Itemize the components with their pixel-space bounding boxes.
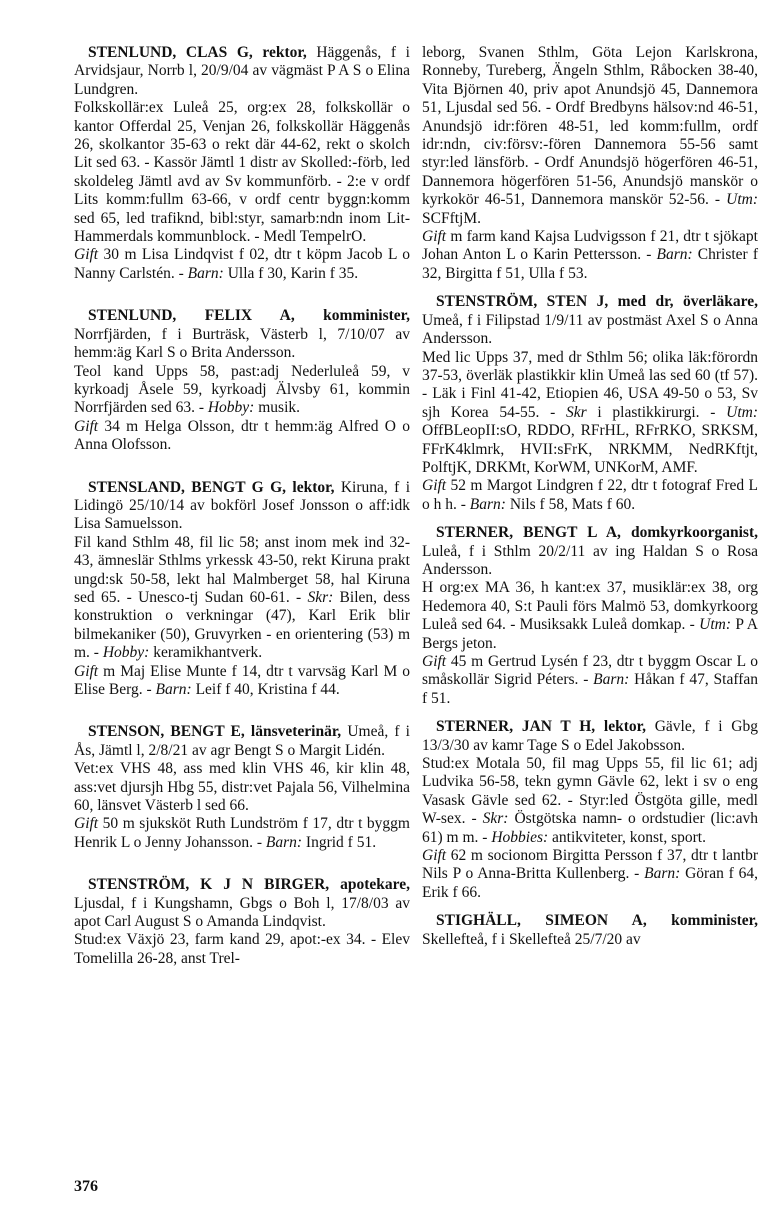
entry-paragraph: Fil kand Sthlm 48, fil lic 58; anst inom mek ind 32-43, ämneslär Sthlms yrkessk 43-50, rekt Kiruna prakt ungd:sk 50-58, lekt hal Malmberget 58, hal Kiruna sed 65. - Unesco-tj Sudan 60-61. - Skr: Bilen, dess konstruktion o verkningar (47), Karl Erik blir bilmekaniker (50), Gruvyrken - en orientering (53) m m. - Hobby: keramikhantverk.: [74, 533, 410, 662]
biography-entry: [422, 912, 758, 949]
biography-entry-continued: [422, 44, 758, 283]
biography-entry: [422, 293, 758, 514]
entry-name: STERNER, JAN T H, lektor,: [436, 718, 646, 736]
entry-name: STENSTRÖM, STEN J, med dr, överläkare,: [436, 293, 758, 311]
entry-heading: STENSON, BENGT E, länsveterinär, Umeå, f i Ås, Jämtl l, 2/8/21 av agr Bengt S o Margit Lidén.: [74, 723, 410, 759]
entry-paragraph: Stud:ex Motala 50, fil mag Upps 55, fil lic 61; adj Ludvika 56-58, tekn gymn Gävle 62, lekt i sv o eng Vasask Gävle sed 62. - Styr:led Östgöta gille, medl W-sex. - Skr: Östgötska namn- o ordstudier (lic:avh 61) m m. - Hobbies: antikviteter, konst, sport.: [422, 755, 758, 846]
entry-paragraph: Med lic Upps 37, med dr Sthlm 56; olika läk:förordn 37-53, överläk plastikkir klin Umeå las sed 60 (tf 57). - Läk i Finl 41-42, Etiopien 46, USA 49-50 o 53, Sv sjh Korea 54-55. - Skr i plastikkirurgi. - Utm: OffBLeopII:sO, RDDO, RFrHL, RFrRKO, SRKSM, FFrK4klmrk, HVII:sFrK, NRKMM, NedRKftjt, PolftjK, DRKMt, KorWM, UNKorM, AMF.: [422, 348, 758, 476]
entry-paragraph: Teol kand Upps 58, past:adj Nederluleå 59, v kyrkoadj Åsele 59, kyrkoadj Älvsby 61, kommin Norrfjärden sed 63. - Hobby: musik.: [74, 362, 410, 417]
right-column: [422, 44, 758, 959]
biography-entry: [74, 479, 410, 700]
entry-paragraph: Vet:ex VHS 48, ass med klin VHS 46, kir klin 48, ass:vet djursjh Hbg 55, distr:vet Pajala 56, Vilhelmina 60, länsvet Västerb l sed 66.: [74, 760, 410, 815]
entry-family: Gift m Maj Elise Munte f 14, dtr t varvsäg Karl M o Elise Berg. - Barn: Leif f 40, Kristina f 44.: [74, 662, 410, 698]
entry-paragraph: leborg, Svanen Sthlm, Göta Lejon Karlskrona, Ronneby, Tureberg, Ängeln Sthlm, Råbocken 38-40, Vita Björnen 40, priv apot Anundsjö 45, Dannemora 51, Ljusdal sed 56. - Ordf Bredbyns hälsov:nd 46-51, Anundsjö idr:fören 48-51, led komm:fullm, ordf idr:ndn, civ:försv:-fören Dannemora 55-56 samt styr:led länsförb. - Ordf Anundsjö högerfören 46-51, Dannemora högerfören 51-56, Anundsjö manskör o kyrkokör 46-51, Dannemora manskör 52-56. - Utm: SCFftjM.: [422, 44, 758, 227]
entry-heading: STENLUND, CLAS G, rektor, Häggenås, f i Arvidsjaur, Norrb l, 20/9/04 av vägmäst P A S o Elina Lundgren.: [74, 44, 410, 98]
entry-name: STENLUND, CLAS G, rektor,: [88, 44, 307, 61]
entry-family: Gift 45 m Gertrud Lysén f 23, dtr t byggm Oscar L o småskollär Sigrid Péters. - Barn: Håkan f 47, Staffan f 51.: [422, 653, 759, 707]
entry-heading: STIGHÄLL, SIMEON A, komminister, Skellefteå, f i Skellefteå 25/7/20 av: [422, 912, 758, 948]
entry-name: STENSTRÖM, K J N BIRGER, apotekare,: [88, 876, 410, 894]
entry-family: Gift 50 m sjuksköt Ruth Lundström f 17, dtr t byggm Henrik L o Jenny Johansson. - Barn: Ingrid f 51.: [74, 815, 410, 851]
entry-paragraph: H org:ex MA 36, h kant:ex 37, musiklär:ex 38, org Hedemora 40, S:t Pauli förs Malmö 53, domkyrkoorg Luleå sed 64. - Musiksakk Luleå domkap. - Utm: P A Bergs jeton.: [422, 579, 758, 652]
biography-entry: [422, 718, 758, 902]
biography-entry: [74, 44, 410, 283]
biography-entry: [422, 524, 758, 708]
entry-family: Gift 62 m socionom Birgitta Persson f 37, dtr t lantbr Nils P o Anna-Britta Kullenberg. - Barn: Göran f 64, Erik f 66.: [422, 847, 759, 901]
entry-paragraph: Stud:ex Växjö 23, farm kand 29, apot:-ex 34. - Elev Tomelilla 26-28, anst Trel-: [74, 931, 410, 967]
entry-name: STIGHÄLL, SIMEON A, komminister,: [436, 912, 758, 930]
entry-heading: STERNER, BENGT L A, domkyrkoorganist, Luleå, f i Sthlm 20/2/11 av ing Haldan S o Rosa Andersson.: [422, 524, 758, 578]
entry-family: Gift 34 m Helga Olsson, dtr t hemm:äg Alfred O o Anna Olofsson.: [74, 417, 410, 454]
entry-family: Gift 52 m Margot Lindgren f 22, dtr t fotograf Fred L o h h. - Barn: Nils f 58, Mats f 60.: [422, 477, 758, 513]
entry-heading: STENLUND, FELIX A, komminister, Norrfjärden, f i Burträsk, Västerb l, 7/10/07 av hemm:äg Karl S o Brita Andersson.: [74, 307, 410, 362]
biography-entry: [74, 307, 410, 454]
page-number: 376: [74, 1178, 98, 1195]
entry-name: STENSON, BENGT E, länsveterinär,: [88, 723, 342, 741]
entry-heading: STENSTRÖM, STEN J, med dr, överläkare, Umeå, f i Filipstad 1/9/11 av postmäst Axel S o Anna Andersson.: [422, 293, 758, 348]
entry-family: Gift m farm kand Kajsa Ludvigsson f 21, dtr t sjökapt Johan Anton L o Karin Pettersson. - Barn: Christer f 32, Birgitta f 51, Ulla f 53.: [422, 228, 758, 282]
biography-entry: [74, 723, 410, 852]
entry-name: STENSLAND, BENGT G G, lektor,: [88, 478, 335, 496]
entry-name: STERNER, BENGT L A, domkyrkoorganist,: [436, 524, 758, 542]
entry-heading: STERNER, JAN T H, lektor, Gävle, f i Gbg 13/3/30 av kamr Tage S o Edel Jakobsson.: [422, 718, 758, 754]
entry-paragraph: Folkskollär:ex Luleå 25, org:ex 28, folkskollär o kantor Offerdal 25, Venjan 26, folkskollär Häggenås 26, skolkantor 35-63 o rekt där 44-62, rekt o skolch Lit sed 63. - Kassör Jämtl 1 distr av Skolled:-förb, led skoldeleg Jämtl avd av Sv kommunförb. - 2:e v ordf Lits komm:fullm 63-66, v ordf centr byggn:komm sed 65, led trafiknd, bibl:styr, samarb:ndn inom Lit-Hammerdals kommunblock. - Medl TempelrO.: [74, 99, 410, 246]
entry-name: STENLUND, FELIX A, komminister,: [88, 307, 410, 325]
biography-entry: [74, 876, 410, 968]
left-column: [74, 44, 410, 978]
entry-family: Gift 30 m Lisa Lindqvist f 02, dtr t köpm Jacob L o Nanny Carlstén. - Barn: Ulla f 30, Karin f 35.: [74, 246, 410, 282]
entry-heading: STENSTRÖM, K J N BIRGER, apotekare, Ljusdal, f i Kungshamn, Gbgs o Boh l, 17/8/03 av apot Carl August S o Amanda Lindqvist.: [74, 876, 410, 931]
entry-heading: STENSLAND, BENGT G G, lektor, Kiruna, f i Lidingö 25/10/14 av bokförl Josef Jonsson o aff:idk Lisa Samuelsson.: [74, 478, 410, 533]
